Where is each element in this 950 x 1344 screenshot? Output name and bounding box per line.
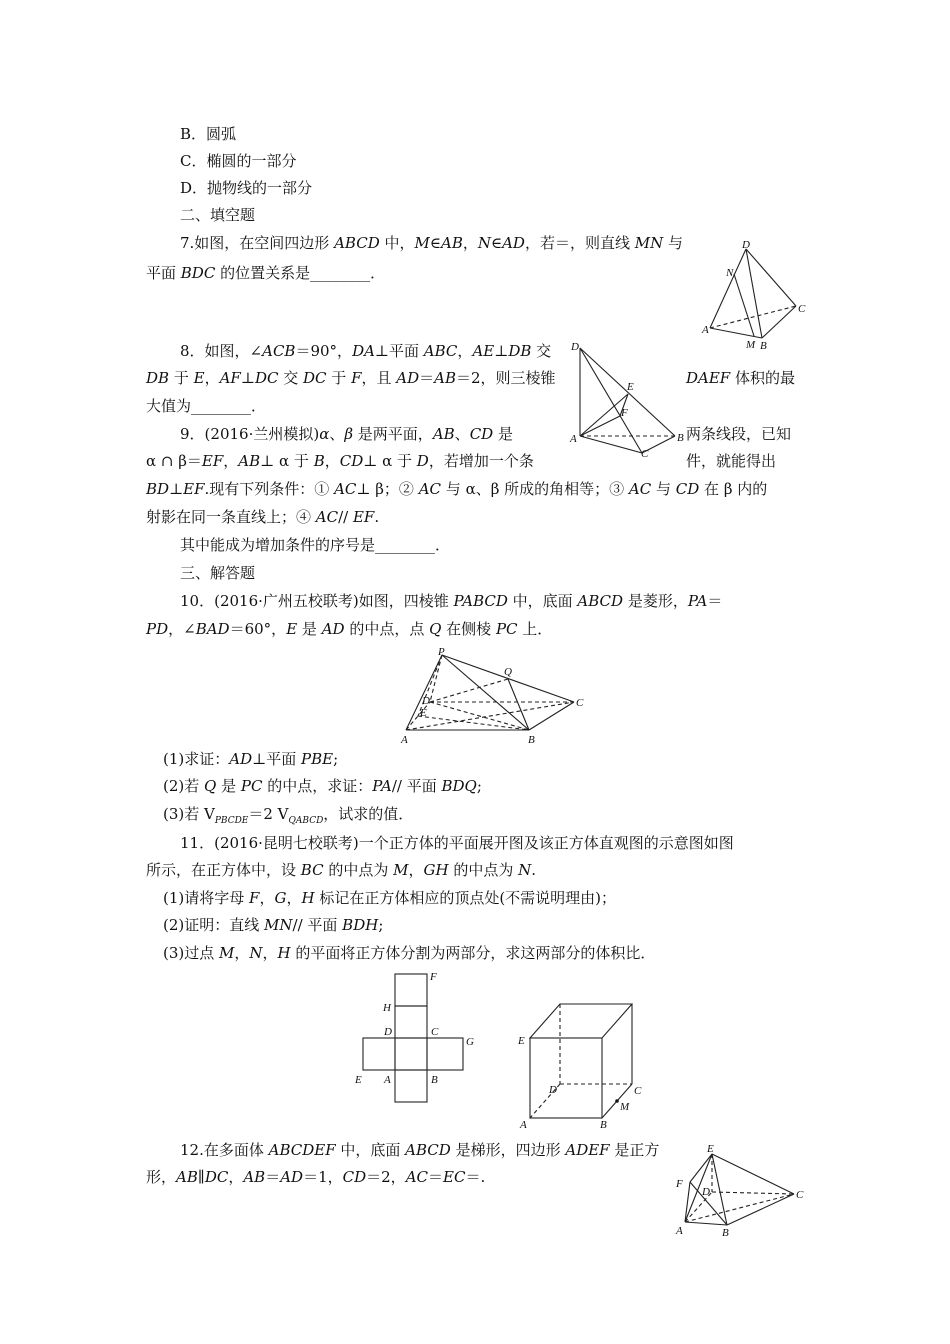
q11-sub-2: (2)证明：直线 MN// 平面 BDH; (163, 916, 384, 934)
q7-label-a: A (702, 324, 709, 336)
q11-cube-label-c: C (634, 1085, 642, 1097)
q7-label-b: B (760, 340, 767, 352)
q11-line-2: 所示，在正方体中，设 BC 的中点为 M，GH 的中点为 N. (146, 861, 537, 879)
q10-line-1: 10．(2016·广州五校联考)如图，四棱锥 PABCD 中，底面 ABCD 是菱形，PA＝ (180, 592, 723, 610)
q7-tetrahedron-figure (700, 238, 815, 350)
q10-sub-1: (1)求证：AD⊥平面 PBE; (163, 750, 339, 768)
q10-label-e: E (420, 707, 427, 719)
q7-label-m: M (746, 339, 756, 351)
q8-label-c: C (641, 448, 649, 460)
q10-pyramid-figure (396, 645, 591, 745)
q8-label-a: A (570, 433, 577, 445)
section-fill-in-title: 二、填空题 (180, 206, 256, 224)
q8-label-b: B (677, 432, 684, 444)
q7-line-1: 7.如图，在空间四边形 ABCD 中，M∈AB，N∈AD，若＝，则直线 MN 与 (180, 234, 683, 252)
q10-sub-2: (2)若 Q 是 PC 的中点，求证：PA// 平面 BDQ; (163, 777, 482, 795)
q8-line-2-tail: DAEF 体积的最 (686, 369, 795, 387)
q8-line-3: 大值为________． (146, 397, 267, 415)
q11-net-label-b: B (431, 1074, 438, 1086)
q11-cube-label-d: D (549, 1084, 557, 1096)
q11-net-label-g: G (466, 1036, 474, 1048)
q12-label-a: A (676, 1225, 683, 1237)
q11-net-label-c: C (431, 1026, 439, 1038)
q10-line-2: PD，∠BAD＝60°，E 是 AD 的中点，点 Q 在侧棱 PC 上． (146, 620, 553, 638)
q10-label-a: A (401, 734, 408, 746)
q12-label-f: F (676, 1178, 683, 1190)
q10-label-q: Q (504, 666, 512, 678)
q6-option-b: B．圆弧 (180, 125, 237, 143)
q8-tetrahedron-figure (565, 338, 690, 460)
q11-cube-net-figure (350, 968, 485, 1123)
q11-cube-figure (512, 982, 647, 1132)
q9-line-1: 9．(2016·兰州模拟)α、β 是两平面，AB、CD 是 (180, 425, 513, 443)
q11-cube-label-b: B (600, 1119, 607, 1131)
q12-label-d: D (702, 1186, 710, 1198)
q7-label-c: C (798, 303, 806, 315)
q7-line-2: 平面 BDC 的位置关系是________． (146, 264, 386, 282)
q11-cube-label-m: M (620, 1101, 630, 1113)
q8-line-1: 8．如图，∠ACB＝90°，DA⊥平面 ABC，AE⊥DB 交 (180, 342, 552, 360)
q11-sub-3: (3)过点 M，N，H 的平面将正方体分割为两部分，求这两部分的体积比． (163, 944, 656, 962)
q11-net-label-e: E (355, 1074, 362, 1086)
q11-sub-1: (1)请将字母 F，G，H 标记在正方体相应的顶点处(不需说明理由)； (163, 889, 617, 907)
q11-net-label-f: F (430, 971, 437, 983)
q11-cube-label-e: E (518, 1035, 525, 1047)
q10-label-c: C (576, 697, 584, 709)
q10-label-d: D (422, 695, 430, 707)
q9-line-5: 其中能成为增加条件的序号是________． (180, 536, 451, 554)
q12-label-c: C (796, 1189, 804, 1201)
q11-net-label-h: H (383, 1002, 391, 1014)
q9-line-3: BD⊥EF.现有下列条件：① AC⊥ β；② AC 与 α、β 所成的角相等；③ AC 与 CD 在 β 内的 (146, 480, 768, 498)
section-answer-title: 三、解答题 (180, 564, 256, 582)
q9-line-1-tail: 两条线段，已知 (686, 425, 792, 443)
q12-line-1: 12.在多面体 ABCDEF 中，底面 ABCD 是梯形，四边形 ADEF 是正方 (180, 1141, 660, 1159)
q8-line-2: DB 于 E，AF⊥DC 交 DC 于 F，且 AD＝AB＝2，则三棱锥 (146, 369, 556, 387)
q12-line-2: 形，AB∥DC，AB＝AD＝1，CD＝2，AC＝EC＝. (146, 1168, 486, 1186)
q11-line-1: 11．(2016·昆明七校联考)一个正方体的平面展开图及该正方体直观图的示意图如图 (180, 834, 734, 852)
q8-label-d: D (571, 341, 579, 353)
q12-label-e: E (707, 1143, 714, 1155)
q9-line-2: α ∩ β＝EF，AB⊥ α 于 B，CD⊥ α 于 D，若增加一个条 (146, 452, 534, 470)
q7-label-n: N (726, 267, 734, 279)
q8-label-e: E (627, 381, 634, 393)
q12-label-b: B (722, 1227, 729, 1239)
q8-label-f: F (621, 407, 628, 419)
q9-line-4: 射影在同一条直线上；④ AC// EF. (146, 508, 380, 526)
q6-option-c: C．椭圆的一部分 (180, 152, 297, 170)
q11-net-label-d: D (384, 1026, 392, 1038)
q7-label-d: D (742, 239, 750, 251)
q10-label-p: P (438, 646, 445, 658)
q6-option-d: D．抛物线的一部分 (180, 179, 313, 197)
q12-polyhedron-figure (670, 1140, 810, 1240)
q11-cube-label-a: A (520, 1119, 527, 1131)
q9-line-2-tail: 件，就能得出 (686, 452, 777, 470)
q10-sub-3: (3)若 $V_{PBCDE}=2$ $V_{QABCD}$，试求的值． (163, 805, 414, 826)
q11-net-label-a: A (384, 1074, 391, 1086)
q10-label-b: B (528, 734, 535, 746)
